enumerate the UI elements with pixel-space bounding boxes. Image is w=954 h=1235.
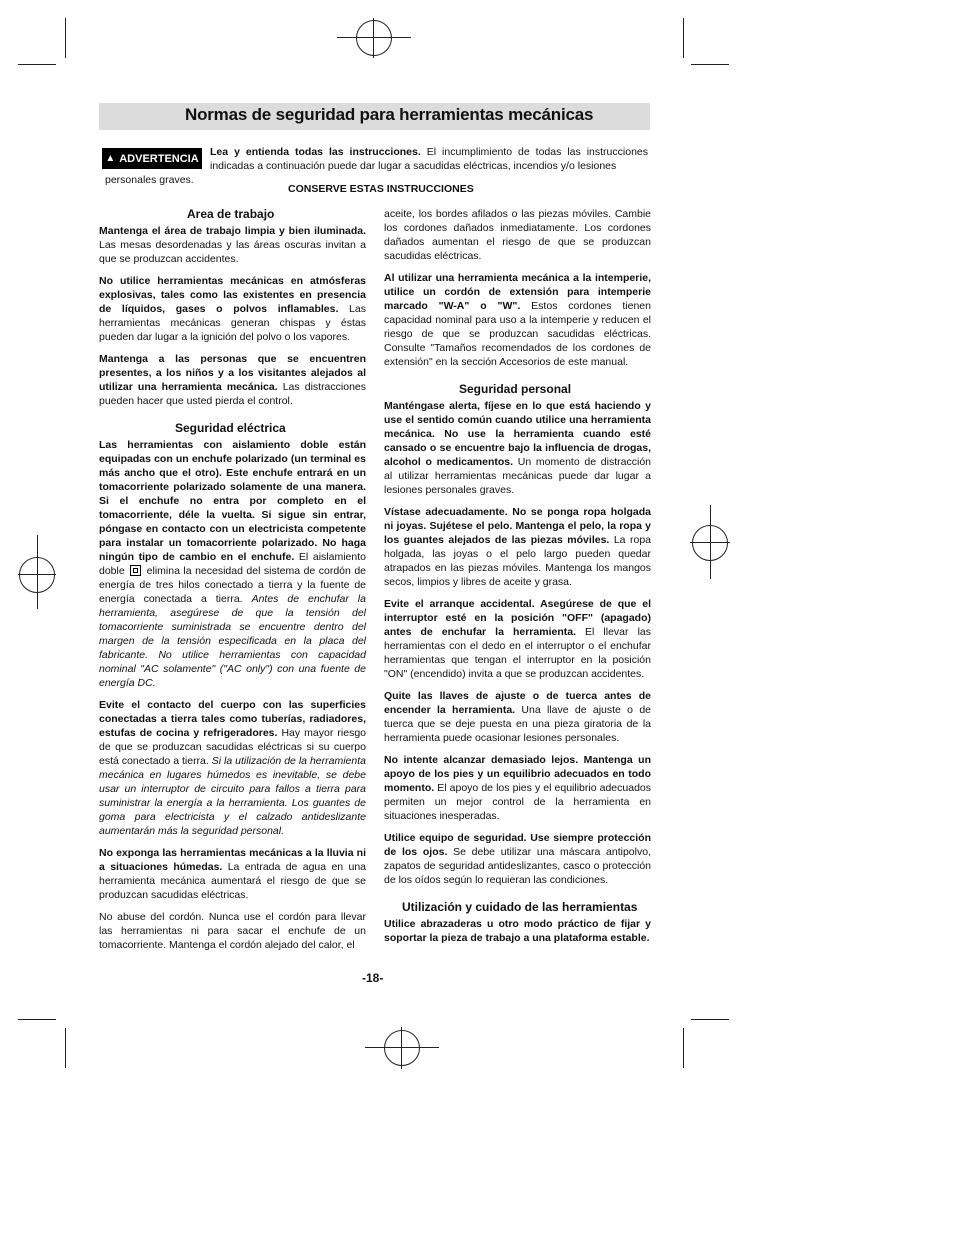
paragraph-italic: Si la utilización de la herramienta mecánica en lugares húmedos es inevitable, se debe usar un interruptor de circuito para fallos a tierra para suministrar la energía a la herramienta. Los guantes de goma para electricista y el calzado antideslizante aumentarán más la seguridad personal. (99, 755, 366, 837)
paragraph-text: La ropa holgada, las joyas o el pelo largo pueden quedar atrapados en las piezas móviles. Mantenga los mangos secos, limpios y libres de aceite y grasa. (384, 534, 652, 588)
paragraph (99, 438, 366, 690)
paragraph-bold: Vístase adecuadamente. No se ponga ropa holgada ni joyas. Sujétese el pelo. Mantenga el pelo, la ropa y los guantes alejados de las piezas móviles. (384, 506, 651, 546)
paragraph-bold: Evite el contacto del cuerpo con las superficies conectadas a tierra tales como tuberías, radiadores, estufas de cocina y refrigeradores. (99, 699, 366, 739)
paragraph-bold: Quite las llaves de ajuste o de tuerca antes de encender la herramienta. (384, 690, 651, 716)
paragraph: aceite, los bordes afilados o las piezas móviles. Cambie los cordones dañados inmediatamente. Los cordones dañados aumentan el riesgo de que se produzcan sacudidas eléctricas. (384, 208, 651, 262)
paragraph-text: Estos cordones tienen capacidad nominal para uso a la intemperie y reducen el riesgo de que se produzcan sacudidas eléctricas. Consulte "Tamaños recomendados de los cordones de extensión" en la sección Accesorios de este manual. (384, 300, 651, 368)
paragraph (384, 597, 651, 681)
paragraph (384, 689, 651, 745)
paragraph: Utilice abrazaderas u otro modo práctico de fijar y soportar la pieza de trabajo a una plataforma estable. (384, 918, 651, 944)
heading-seguridad-electrica: Seguridad eléctrica (175, 421, 286, 435)
paragraph-italic: Antes de enchufar la herramienta, asegúrese de que la tensión del tomacorriente suministrada se encuentre dentro del margen de la tensión especificada en la placa del fabricante. No utilice herramientas con capacidad nominal "AC solamente" ("AC only") con una fuente de energía DC. (99, 593, 366, 689)
paragraph-text: Una llave de ajuste o de tuerca que se deje puesta en una pieza giratoria de la herramienta puede ocasionar lesiones personales. (384, 704, 652, 744)
paragraph-bold: Mantenga el área de trabajo limpia y bien iluminada. (99, 225, 366, 237)
paragraph (384, 831, 651, 887)
paragraph (384, 505, 651, 589)
paragraph-bold: No exponga las herramientas mecánicas a la lluvia ni a situaciones húmedas. (99, 847, 366, 873)
heading-utilizacion-cuidado: Utilización y cuidado de las herramientas (402, 900, 638, 914)
warning-text-end: personales graves. (105, 174, 194, 186)
paragraph (99, 274, 366, 344)
warning-text (210, 145, 648, 173)
warning-badge-label: ADVERTENCIA (119, 152, 199, 165)
paragraph-bold: Evite el arranque accidental. Asegúrese de que el interruptor esté en la posición "OFF" (apagado) antes de enchufar la herramienta. (384, 598, 651, 638)
paragraph (384, 399, 651, 497)
warning-triangle-icon: ▲ (105, 153, 116, 164)
paragraph-text: Las herramientas mecánicas generan chispas y éstas pueden dar lugar a la ignición del polvo o los vapores. (99, 303, 366, 343)
paragraph-bold: Las herramientas con aislamiento doble están equipadas con un enchufe polarizado (un terminal es más ancho que el otro). Este enchufe entrará en un tomacorriente polarizado solamente de una manera. Si el enchufe no entra por completo en el tomacorriente, déle la vuelta. Si sigue sin entrar, póngase en contacto con un electricista competente para instalar un tomacorriente polarizado. No haga ningún tipo de cambio en el enchufe. (99, 439, 366, 563)
paragraph-text: El apoyo de los pies y el equilibrio adecuados permiten un mejor control de la herramienta en situaciones inesperadas. (384, 782, 651, 822)
paragraph-text: Hay mayor riesgo de que se produzcan sacudidas eléctricas si su cuerpo está conectado a tierra. (99, 727, 366, 767)
paragraph-bold: Mantenga a las personas que se encuentren presentes, a los niños y a los visitantes alejados al utilizar una herramienta mecánica. (99, 353, 366, 393)
paragraph-text: Las mesas desordenadas y las áreas oscuras invitan a que se produzcan accidentes. (99, 239, 366, 265)
page-title: Normas de seguridad para herramientas mecánicas (185, 105, 594, 124)
paragraph (99, 698, 366, 838)
paragraph: No abuse del cordón. Nunca use el cordón para llevar las herramientas ni para sacar el enchufe de un tomacorriente. Mantenga el cordón alejado del calor, el (99, 911, 366, 951)
paragraph-bold: Manténgase alerta, fíjese en lo que está haciendo y use el sentido común cuando utilice una herramienta mecánica. No use la herramienta cuando esté cansado o se encuentre bajo la influencia de drogas, alcohol o medicamentos. (384, 400, 651, 468)
paragraph-bold: Al utilizar una herramienta mecánica a la intemperie, utilice un cordón de extensión para intemperie marcado "W-A" o "W". (384, 272, 651, 312)
warning-bold: Lea y entienda todas las instrucciones. (210, 146, 421, 158)
paragraph-text: Se debe utilizar una máscara antipolvo, zapatos de seguridad antideslizantes, casco o protección de los oídos según lo requieran las condiciones. (384, 846, 651, 886)
left-column (99, 207, 366, 960)
paragraph-text: El llevar las herramientas con el dedo en el interruptor o el enchufar herramientas que tengan el interruptor en la posición "ON" (encendido) invita a que se produzcan accidentes. (384, 626, 651, 680)
paragraph-text: La entrada de agua en una herramienta mecánica aumentará el riesgo de que se produzcan sacudidas eléctricas. (99, 861, 366, 901)
heading-area-trabajo: Area de trabajo (187, 207, 275, 221)
paragraph-text: El aislamiento doble (99, 551, 366, 577)
conserve-heading: CONSERVE ESTAS INSTRUCCIONES (288, 183, 474, 195)
page-number: -18- (362, 971, 384, 985)
paragraph (99, 224, 366, 266)
paragraph (384, 753, 651, 823)
double-insulation-icon (130, 565, 141, 576)
paragraph (99, 846, 366, 902)
paragraph-bold: No intente alcanzar demasiado lejos. Mantenga un apoyo de los pies y un equilibrio adecuados en todo momento. (384, 754, 651, 794)
heading-seguridad-personal: Seguridad personal (459, 382, 572, 396)
right-column (384, 207, 651, 953)
warning-badge (102, 148, 202, 169)
paragraph-text: Un momento de distracción al utilizar herramientas mecánicas puede dar lugar a lesiones personales graves. (384, 456, 651, 496)
paragraph-bold: Utilice equipo de seguridad. Use siempre protección de los ojos. (384, 832, 651, 858)
paragraph (384, 271, 651, 369)
paragraph-text: elimina la necesidad del sistema de cordón de energía de tres hilos conectado a tierra y la fuente de energía conectada a tierra. (99, 565, 367, 605)
paragraph (99, 352, 366, 408)
warning-body: El incumplimiento de todas las instrucciones indicadas a continuación puede dar lugar a sacudidas eléctricas, incendios y/o lesiones (210, 146, 648, 172)
paragraph-text: Las distracciones pueden hacer que usted pierda el control. (99, 381, 367, 407)
paragraph-bold: No utilice herramientas mecánicas en atmósferas explosivas, tales como las existentes en presencia de líquidos, gases o polvos inflamables. (99, 275, 366, 315)
